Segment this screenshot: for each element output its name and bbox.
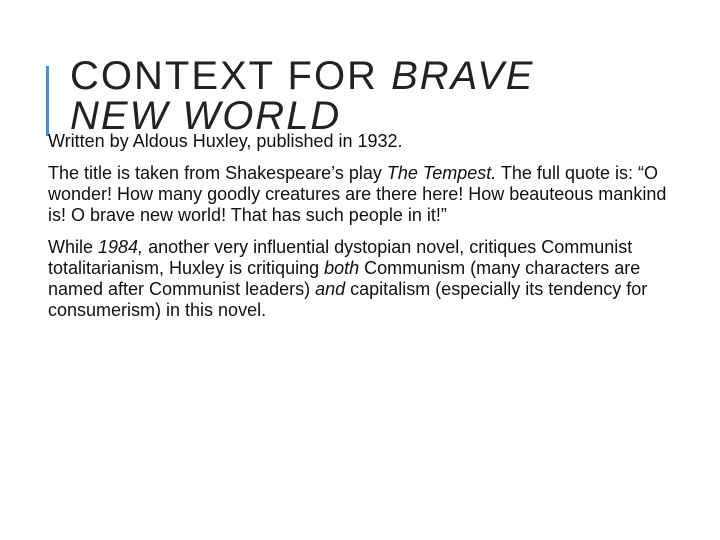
- title-line-1-plain: CONTEXT FOR: [70, 54, 392, 98]
- para3-text-1: While: [48, 237, 99, 257]
- paragraph-author: Written by Aldous Huxley, published in 1932.: [48, 131, 403, 151]
- para3-text-3: Communism (many characters are named after Communist leaders): [48, 258, 641, 299]
- title-line-2-text: NEW WORLD: [70, 94, 342, 138]
- title-line-1: [70, 56, 690, 96]
- para2-text-before: The title is taken from Shakespeare’s play: [48, 163, 387, 183]
- play-title: The Tempest.: [386, 163, 497, 183]
- emphasis-and: and: [315, 279, 346, 299]
- paragraph-critique: [48, 237, 688, 321]
- title-line-1-italic: BRAVE: [391, 54, 535, 98]
- para2-text-after: The full quote is: “O wonder! How many goodly creatures are there here! How beauteous mankind is! O brave new world! That has such people in it!”: [48, 163, 667, 225]
- novel-title-1984: 1984,: [98, 237, 144, 257]
- para3-text-4: capitalism (especially its tendency for consumerism) in this novel.: [48, 279, 648, 320]
- emphasis-both: both: [324, 258, 360, 278]
- title-line-2: [70, 96, 690, 136]
- paragraph-title-origin: [48, 163, 688, 226]
- title-accent-bar: [46, 66, 49, 136]
- para3-text-2: another very influential dystopian novel, critiques Communist totalitarianism, Huxley is critiquing: [48, 237, 633, 278]
- slide-title: [70, 56, 690, 136]
- slide-body: [48, 131, 688, 332]
